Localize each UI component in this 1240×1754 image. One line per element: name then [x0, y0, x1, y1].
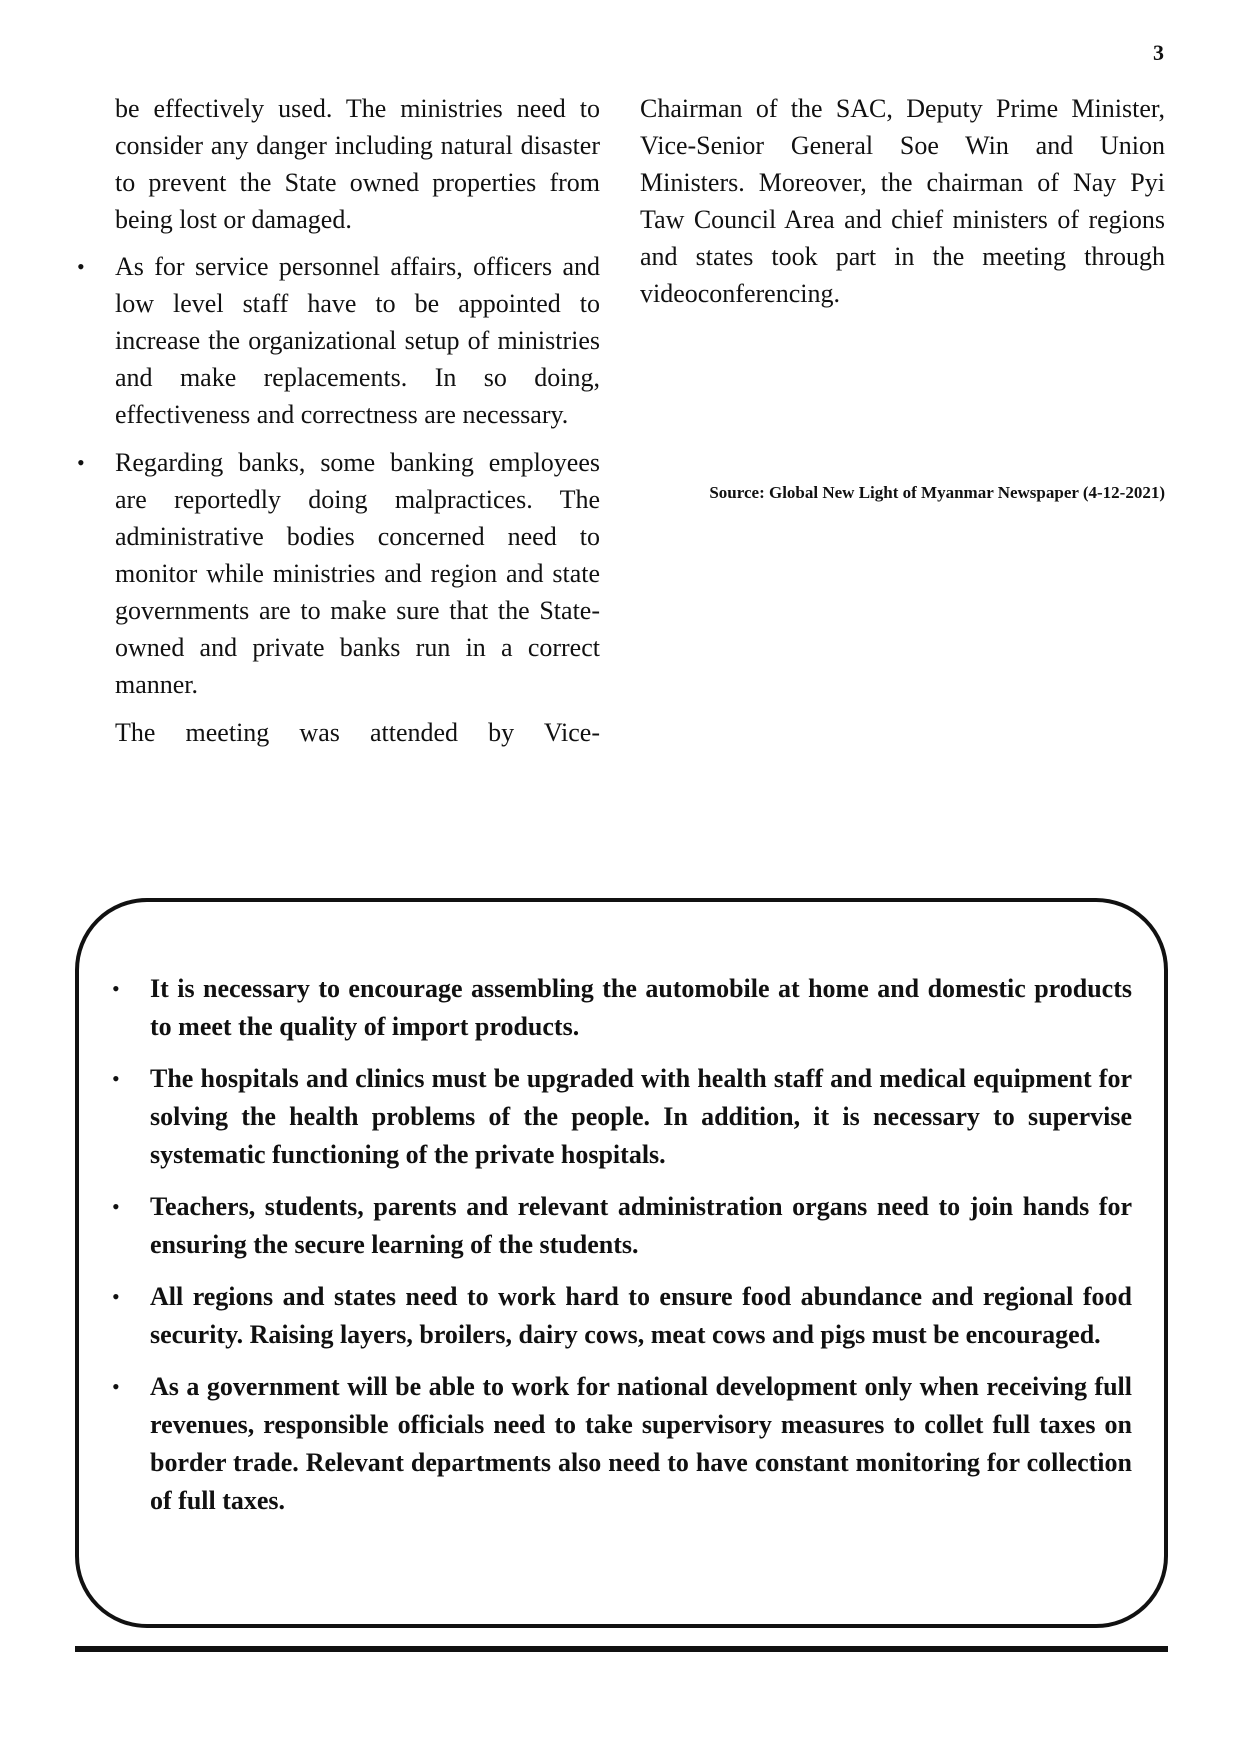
footer-rule [75, 1646, 1168, 1652]
highlight-text: The hospitals and clinics must be upgraded with health staff and medical equipment for solving the health problems of the people. In addition, it is necessary to supervise systematic functioning of the private hospitals. [150, 1064, 1132, 1169]
bullet-item-personnel [77, 248, 600, 433]
bullet-item-banks [77, 444, 600, 703]
highlight-item-food-security [112, 1278, 1132, 1354]
highlight-text: As a government will be able to work for national development only when receiving full revenues, responsible officials need to take supervisory measures to collet full taxes on border trade. Relevant departments also need to have constant monitoring for collection of full taxes. [150, 1372, 1132, 1515]
highlight-item-education [112, 1188, 1132, 1264]
right-column [640, 90, 1165, 312]
highlight-text: Teachers, students, parents and relevant administration organs need to join hands for ensuring the secure learning of the students. [150, 1192, 1132, 1259]
bullet-icon: • [112, 1284, 120, 1309]
highlight-item-revenues [112, 1368, 1132, 1520]
bullet-icon: • [112, 976, 120, 1001]
highlight-list [112, 970, 1132, 1534]
highlight-item-hospitals [112, 1060, 1132, 1174]
bullet-icon: • [77, 254, 85, 279]
highlight-text: It is necessary to encourage assembling the automobile at home and domestic products to meet the quality of import products. [150, 974, 1132, 1041]
bullet-icon: • [112, 1374, 120, 1399]
bullet-icon: • [112, 1194, 120, 1219]
left-column [75, 90, 600, 751]
bullet-text: Regarding banks, some banking employees are reportedly doing malpractices. The administrative bodies concerned need to monitor while ministries and region and state governments are to make sure that the State-owned and private banks run in a correct manner. [115, 448, 600, 699]
bullet-icon: • [112, 1066, 120, 1091]
page-number: 3 [1153, 40, 1164, 65]
highlight-item-automobile [112, 970, 1132, 1046]
bullet-text: As for service personnel affairs, officers and low level staff have to be appointed to increase the organizational setup of ministries and make replacements. In so doing, effectiveness and correctness are necessary. [115, 252, 600, 429]
highlight-text: All regions and states need to work hard to ensure food abundance and regional food security. Raising layers, broilers, dairy cows, meat cows and pigs must be encouraged. [150, 1282, 1132, 1349]
continuation-paragraph: be effectively used. The ministries need to consider any danger including natural disaster to prevent the State owned properties from being lost or damaged. [115, 94, 600, 234]
source-citation: Source: Global New Light of Myanmar Newspaper (4-12-2021) [709, 483, 1165, 502]
closing-paragraph: The meeting was attended by Vice- [115, 718, 600, 747]
bullet-icon: • [77, 450, 85, 475]
right-column-paragraph: Chairman of the SAC, Deputy Prime Minister, Vice-Senior General Soe Win and Union Ministers. Moreover, the chairman of Nay Pyi Taw Council Area and chief ministers of regions and states took part in the meeting through videoconferencing. [640, 94, 1165, 308]
